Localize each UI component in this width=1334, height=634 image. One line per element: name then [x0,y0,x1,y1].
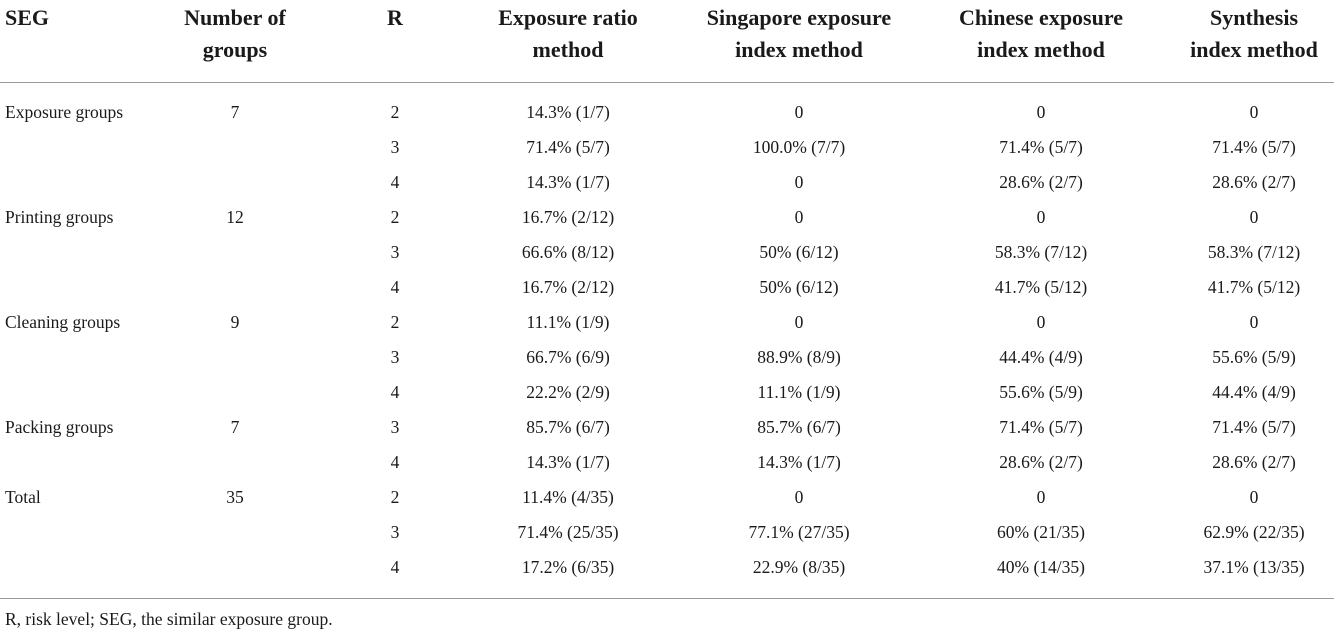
cell-sim: 71.4% (5/7) [1212,137,1296,157]
table-footnote: R, risk level; SEG, the similar exposure group. [5,609,333,629]
header-seg [5,2,145,34]
header-synthesis-index-method [1174,2,1334,66]
cell-seim: 22.9% (8/35) [752,557,846,577]
cell-n: 9 [230,312,240,332]
header-number-of-groups-line1: Number of [184,5,286,30]
cell-ceim: 0 [1036,207,1046,227]
cell-r: 4 [390,557,400,577]
header-singapore-exposure-index-method [682,2,916,66]
cell-sim: 37.1% (13/35) [1203,557,1305,577]
cell-erm: 14.3% (1/7) [526,452,610,472]
cell-r: 2 [390,487,400,507]
table-body [0,83,1334,597]
cell-seim: 100.0% (7/7) [752,137,846,157]
cell-n: 12 [226,207,244,227]
cell-ceim: 40% (14/35) [997,557,1085,577]
table-row [0,200,1334,235]
cell-seg: Packing groups [5,417,114,437]
cell-sim: 62.9% (22/35) [1203,522,1305,542]
cell-r: 2 [390,207,400,227]
header-sim-line2: index method [1190,37,1318,62]
cell-r: 3 [390,522,400,542]
cell-erm: 11.4% (4/35) [522,487,614,507]
cell-seim: 11.1% (1/9) [757,382,841,402]
cell-erm: 71.4% (25/35) [517,522,619,542]
cell-seim: 0 [794,172,804,192]
table-row [0,480,1334,515]
cell-sim: 44.4% (4/9) [1212,382,1296,402]
cell-seim: 77.1% (27/35) [748,522,850,542]
table-bottom-rule [0,598,1334,599]
cell-seim: 14.3% (1/7) [757,452,841,472]
cell-sim: 0 [1249,312,1259,332]
table-row [0,445,1334,480]
cell-erm: 14.3% (1/7) [526,172,610,192]
table-row [0,165,1334,200]
header-seg-label: SEG [5,5,50,30]
cell-ceim: 60% (21/35) [997,522,1085,542]
cell-erm: 11.1% (1/9) [526,312,610,332]
cell-erm: 16.7% (2/12) [521,277,615,297]
cell-ceim: 41.7% (5/12) [994,277,1088,297]
cell-seg: Total [5,487,41,507]
cell-seg: Printing groups [5,207,114,227]
cell-erm: 17.2% (6/35) [521,557,615,577]
header-r-label: R [387,5,403,30]
cell-seim: 0 [794,312,804,332]
table-row [0,95,1334,130]
cell-r: 2 [390,102,400,122]
cell-seg: Cleaning groups [5,312,121,332]
table-row [0,130,1334,165]
cell-ceim: 58.3% (7/12) [994,242,1088,262]
cell-ceim: 28.6% (2/7) [999,452,1083,472]
cell-r: 3 [390,137,400,157]
cell-ceim: 44.4% (4/9) [999,347,1083,367]
header-chinese-exposure-index-method [926,2,1156,66]
cell-erm: 71.4% (5/7) [526,137,610,157]
cell-seim: 0 [794,207,804,227]
header-number-of-groups [160,2,310,66]
table-row [0,515,1334,550]
cell-seim: 85.7% (6/7) [757,417,841,437]
cell-ceim: 0 [1036,487,1046,507]
cell-erm: 16.7% (2/12) [521,207,615,227]
table-row [0,270,1334,305]
header-ceim-line1: Chinese exposure [959,5,1123,30]
table-header [0,0,1334,83]
table-row [0,340,1334,375]
table-row [0,550,1334,585]
cell-ceim: 71.4% (5/7) [999,417,1083,437]
cell-r: 3 [390,242,400,262]
cell-erm: 66.6% (8/12) [521,242,615,262]
cell-sim: 0 [1249,207,1259,227]
header-ceim-line2: index method [977,37,1105,62]
table-row [0,305,1334,340]
cell-r: 4 [390,277,400,297]
cell-n: 7 [230,417,240,437]
header-r [370,2,420,34]
table-row [0,410,1334,445]
cell-sim: 41.7% (5/12) [1207,277,1301,297]
header-seim-line1: Singapore exposure [706,5,892,30]
header-exposure-ratio-method [468,2,668,66]
cell-r: 2 [390,312,400,332]
cell-seim: 0 [794,102,804,122]
cell-sim: 55.6% (5/9) [1212,347,1296,367]
header-seim-line2: index method [735,37,863,62]
cell-n: 35 [226,487,244,507]
cell-sim: 58.3% (7/12) [1207,242,1301,262]
cell-sim: 0 [1249,102,1259,122]
cell-n: 7 [230,102,240,122]
cell-sim: 71.4% (5/7) [1212,417,1296,437]
cell-seg: Exposure groups [5,102,124,122]
cell-ceim: 71.4% (5/7) [999,137,1083,157]
cell-ceim: 28.6% (2/7) [999,172,1083,192]
table-row [0,235,1334,270]
cell-erm: 66.7% (6/9) [526,347,610,367]
cell-sim: 0 [1249,487,1259,507]
header-sim-line1: Synthesis [1209,5,1299,30]
cell-ceim: 0 [1036,102,1046,122]
header-number-of-groups-line2: groups [202,37,268,62]
cell-r: 4 [390,452,400,472]
cell-r: 4 [390,172,400,192]
cell-r: 3 [390,347,400,367]
cell-seim: 88.9% (8/9) [757,347,841,367]
header-erm-line1: Exposure ratio [498,5,638,30]
cell-ceim: 0 [1036,312,1046,332]
cell-r: 4 [390,382,400,402]
table-row [0,375,1334,410]
cell-seim: 0 [794,487,804,507]
cell-seim: 50% (6/12) [759,277,839,297]
cell-erm: 14.3% (1/7) [526,102,610,122]
cell-erm: 85.7% (6/7) [526,417,610,437]
cell-seim: 50% (6/12) [759,242,839,262]
cell-r: 3 [390,417,400,437]
cell-erm: 22.2% (2/9) [526,382,610,402]
header-erm-line2: method [532,37,604,62]
cell-ceim: 55.6% (5/9) [999,382,1083,402]
cell-sim: 28.6% (2/7) [1212,452,1296,472]
cell-sim: 28.6% (2/7) [1212,172,1296,192]
